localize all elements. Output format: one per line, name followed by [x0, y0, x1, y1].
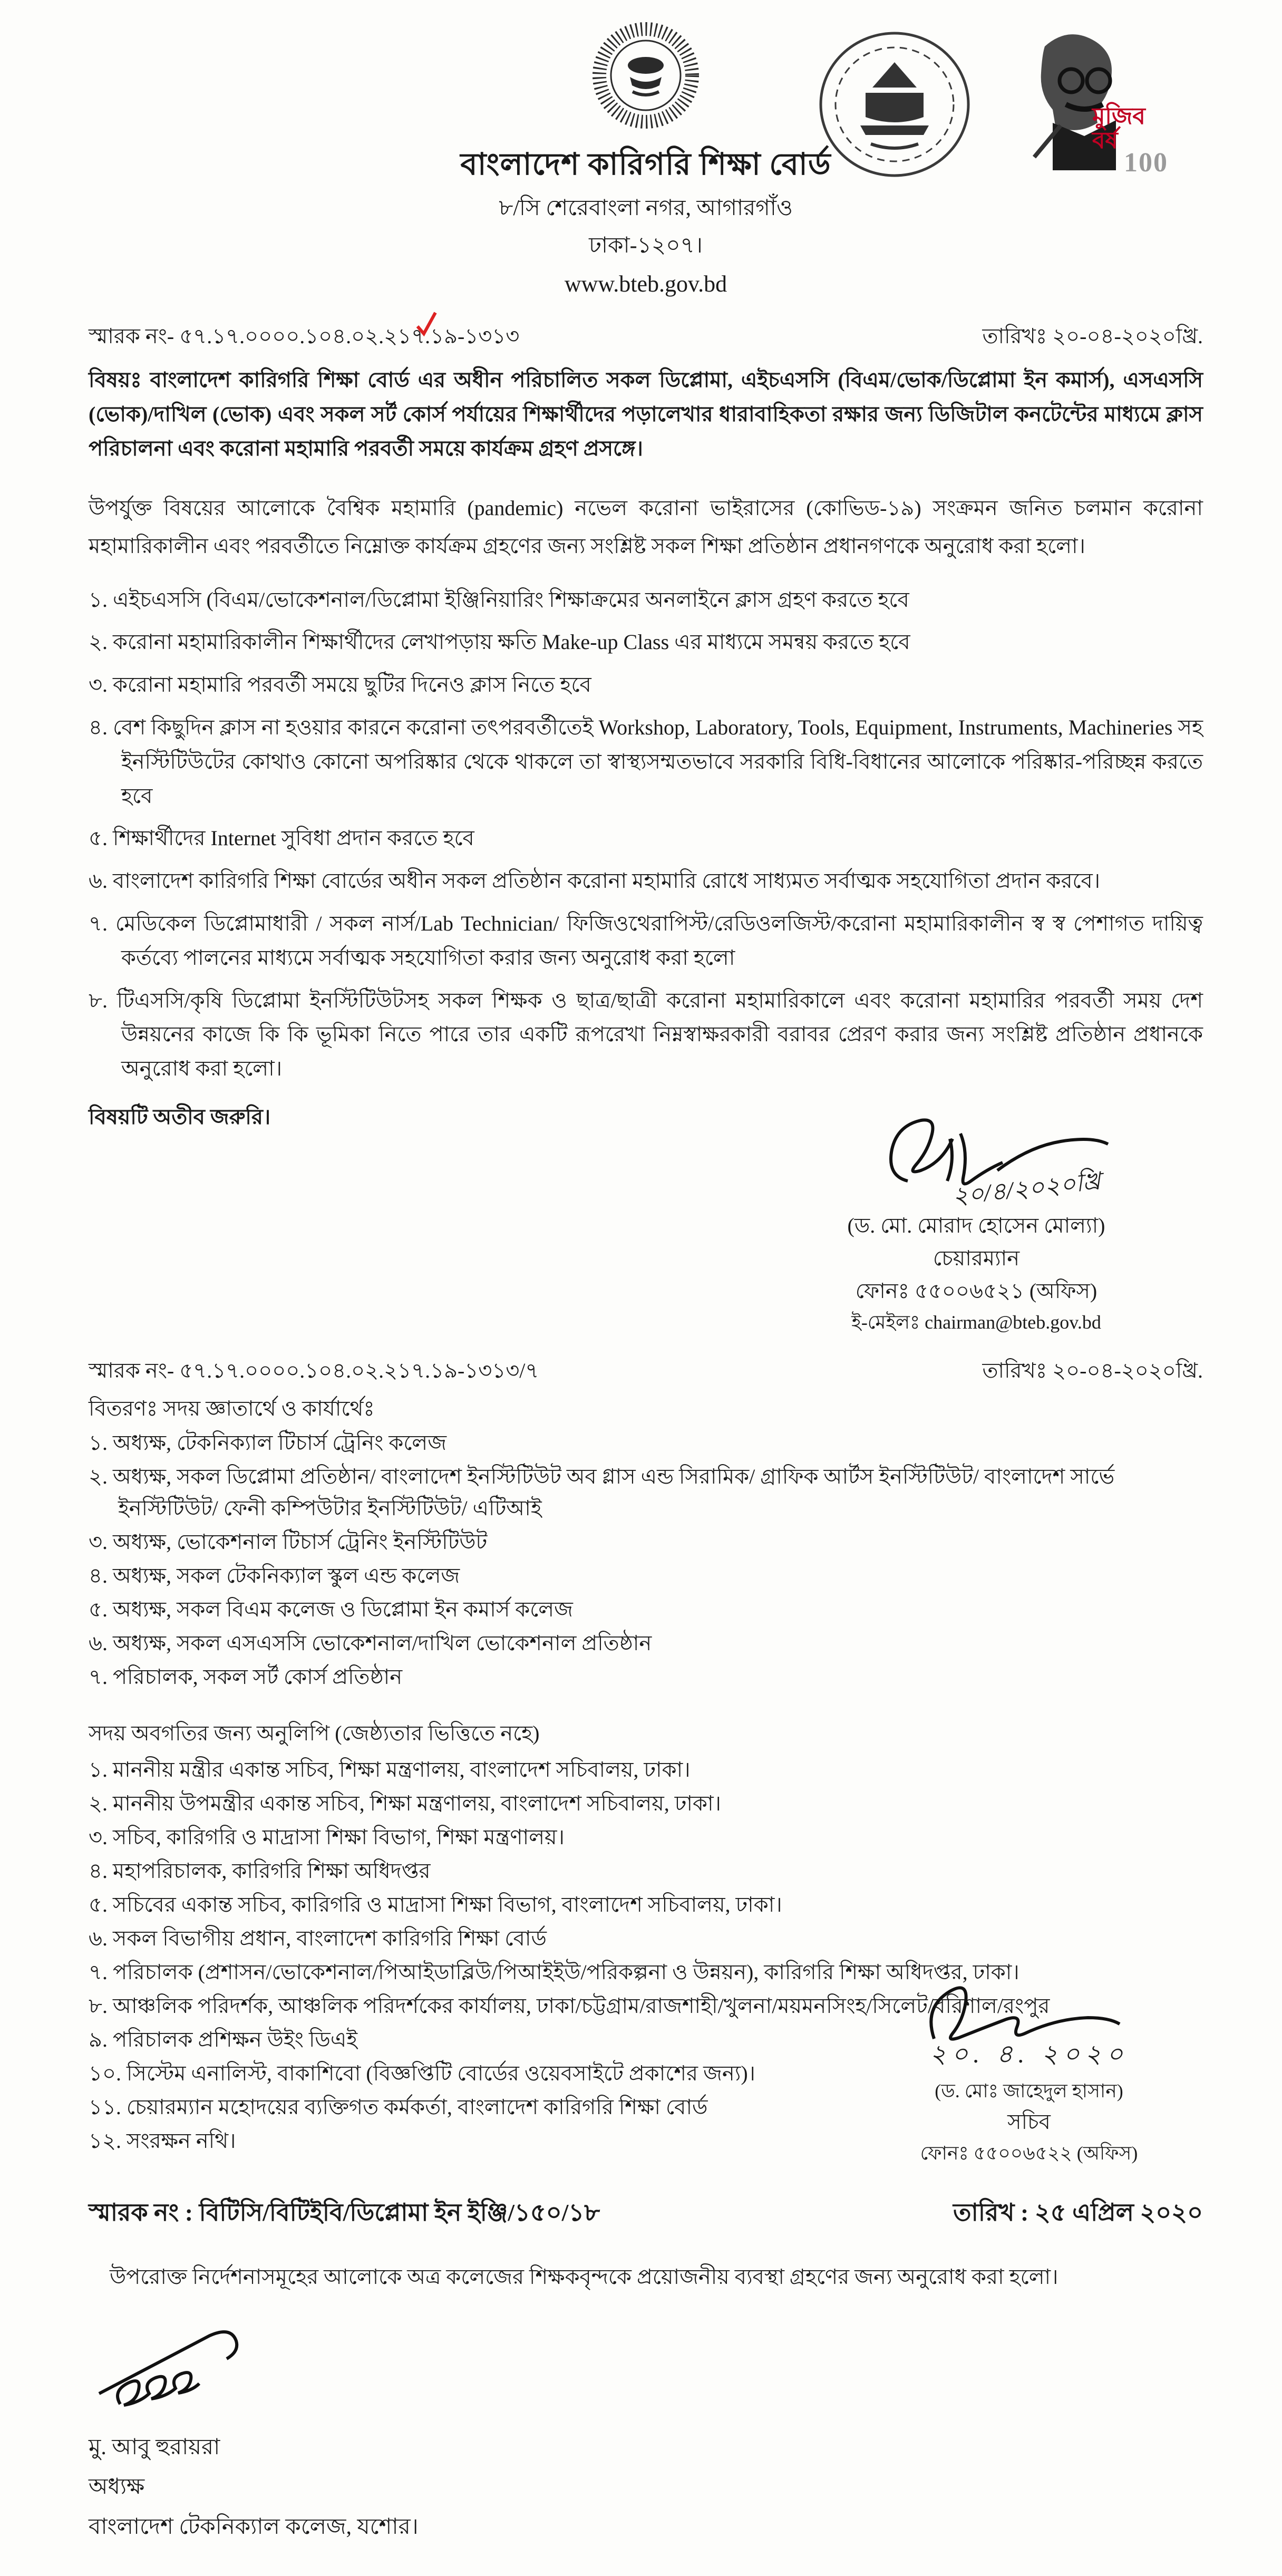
- memo1-date: তারিখঃ ২০-০৪-২০২০খ্রি.: [982, 324, 1203, 348]
- distribution-item: ২. অধ্যক্ষ, সকল ডিপ্লোমা প্রতিষ্ঠান/ বাংলাদেশ ইনস্টিটিউট অব গ্লাস এন্ড সিরামিক/ গ্রাফিক আর্টস ইনস্টিটিউট/ বাংলাদেশ সার্ভে ইনস্টিটিউট/ ফেনী কম্পিউটার ইনস্টিটিউট/ এটিআই: [89, 1465, 1115, 1521]
- directive-item: ৩. করোনা মহামারি পরবর্তী সময়ে ছুটির দিনেও ক্লাস নিতে হবে: [89, 673, 591, 697]
- org-address-line1: ৮/সি শেরেবাংলা নগর, আগারগাঁও: [499, 196, 793, 220]
- memo2-date: তারিখঃ ২০-০৪-২০২০খ্রি.: [982, 1359, 1203, 1383]
- cc-item: ১. মাননীয় মন্ত্রীর একান্ত সচিব, শিক্ষা মন্ত্রণালয়, বাংলাদেশ সচিবালয়, ঢাকা।: [89, 1758, 691, 1782]
- cc-item: ৬. সকল বিভাগীয় প্রধান, বাংলাদেশ কারিগরি শিক্ষা বোর্ড: [89, 1926, 547, 1951]
- memo-row-2: [89, 1354, 1203, 1387]
- header-right-logos: [808, 25, 1171, 189]
- directive-item: ৫. শিক্ষার্থীদের Internet সুবিধা প্রদান করতে হবে: [89, 826, 474, 850]
- distribution-item: ৭. পরিচালক, সকল সর্ট কোর্স প্রতিষ্ঠান: [89, 1665, 403, 1689]
- cc-item: ৯. পরিচালক প্রশিক্ষন উইং ডিএই: [89, 2028, 358, 2052]
- chairman-title: চেয়ারম্যান: [933, 1246, 1020, 1271]
- cc-item: ১২. সংরক্ষন নথি।: [89, 2129, 236, 2153]
- cc-item: ৮. আঞ্চলিক পরিদর্শক, আঞ্চলিক পরিদর্শকের কার্যালয়, ঢাকা/চট্টগ্রাম/রাজশাহী/খুলনা/ময়মনসিংহ/সিলেট/বরিশাল/রংপুর: [89, 1994, 1050, 2018]
- directive-list: [89, 583, 1203, 1086]
- secretary-signature-block: [860, 1965, 1198, 2167]
- mujib100-logo: [1013, 25, 1171, 178]
- directive-item: ৭. মেডিকেল ডিপ্লোমাধারী / সকল নার্স/Lab Technician/ ফিজিওথেরাপিস্ট/রেডিওলজিস্ট/করোনা মহামারিকালীন স্ব স্ব পেশাগত দায়িত্ব কর্তব্যে পালনের মাধ্যমে সর্বাত্মক সহযোগিতা করার জন্য অনুরোধ করা হলো: [89, 912, 1203, 970]
- directive-item: ২. করোনা মহামারিকালীন শিক্ষার্থীদের লেখাপড়ায় ক্ষতি Make-up Class এর মাধ্যমে সমন্বয় করতে হবে: [89, 630, 910, 654]
- cc-item: ৫. সচিবের একান্ত সচিব, কারিগরি ও মাদ্রাসা শিক্ষা বিভাগ, বাংলাদেশ সচিবালয়, ঢাকা।: [89, 1893, 782, 1917]
- cc-item: ৭. পরিচালক (প্রশাসন/ভোকেশনাল/পিআইডাব্লিউ/পিআইইউ/পরিকল্পনা ও উন্নয়ন), কারিগরি শিক্ষা অধিদপ্তর, ঢাকা।: [89, 1960, 1019, 1984]
- cc-item: ৩. সচিব, কারিগরি ও মাদ্রাসা শিক্ষা বিভাগ, শিক্ষা মন্ত্রণালয়।: [89, 1825, 565, 1849]
- secretary-handwritten-date: ২০. ৪. ২০২০: [929, 2040, 1129, 2069]
- chairman-phone: ফোনঃ ৫৫০০৬৫২১ (অফিস): [855, 1279, 1098, 1303]
- org-website: www.bteb.gov.bd: [564, 271, 727, 297]
- mujib-label: [1092, 104, 1168, 178]
- bteb-starburst-logo: [580, 15, 712, 139]
- distribution-item: ১. অধ্যক্ষ, টেকনিক্যাল টিচার্স ট্রেনিং কলেজ: [89, 1431, 446, 1455]
- secretary-title: সচিব: [1007, 2110, 1051, 2134]
- directive-item: ১. এইচএসসি (বিএম/ভোকেশনাল/ডিপ্লোমা ইঞ্জিনিয়ারিং শিক্ষাক্রমের অনলাইনে ক্লাস গ্রহণ করতে হবে: [89, 587, 909, 612]
- cc-section: [89, 1717, 1203, 2164]
- org-address-line2: ঢাকা-১২০৭।: [589, 233, 703, 258]
- memo2-number: স্মারক নং- ৫৭.১৭.০০০০.১০৪.০২.২১৭.১৯-১৩১৩/৭: [89, 1359, 539, 1383]
- principal-signature: [89, 2314, 310, 2425]
- intro-paragraph: উপর্যুক্ত বিষয়ের আলোকে বৈশ্বিক মহামারি (pandemic) নভেল করোনা ভাইরাসের (কোভিড-১৯) সংক্রমন জনিত চলমান করোনা মহামারিকালীন এবং পরবর্তীতে নিম্নোক্ত কার্যক্রম গ্রহণের জন্য সংশ্লিষ্ট সকল শিক্ষা প্রতিষ্ঠান প্রধানগণকে অনুরোধ করা হলো।: [89, 496, 1203, 558]
- secretary-name: (ড. মোঃ জাহেদুল হাসান): [935, 2080, 1123, 2102]
- letterhead: [89, 15, 1203, 302]
- principal-name: মু. আবু হুরায়রা: [89, 2435, 220, 2460]
- directive-item: ৬. বাংলাদেশ কারিগরি শিক্ষা বোর্ডের অধীন সকল প্রতিষ্ঠান করোনা মহামারি রোধে সাধ্যমত সর্বাত্মক সহযোগিতা প্রদান করবে।: [89, 869, 1101, 893]
- distribution-heading: বিতরণঃ সদয় জ্ঞাতার্থে ও কার্যার্থেঃ: [89, 1397, 375, 1421]
- distribution-item: ৬. অধ্যক্ষ, সকল এসএসসি ভোকেশনাল/দাখিল ভোকেশনাল প্রতিষ্ঠান: [89, 1631, 652, 1655]
- mujib-word1: মুজিব: [1092, 103, 1145, 129]
- org-name: বাংলাদেশ কারিগরি শিক্ষা বোর্ড: [460, 147, 831, 181]
- principal-title: অধ্যক্ষ: [89, 2475, 145, 2500]
- directive-item: ৪. বেশ কিছুদিন ক্লাস না হওয়ার কারনে করোনা তৎপরবর্তীতেই Workshop, Laboratory, Tools, Equipment, Instruments, Machineries সহ ইনস্টিটিউটের কোথাও কোনো অপরিষ্কার থেকে থাকলে তা স্বাস্থ্যসম্মতভাবে সরকারি বিধি-বিধানের আলোকে পরিষ্কার-পরিচ্ছন্ন করতে হবে: [89, 715, 1203, 808]
- secretary-phone: ফোনঃ ৫৫০০৬৫২২ (অফিস): [920, 2143, 1138, 2164]
- distribution-item: ৫. অধ্যক্ষ, সকল বিএম কলেজ ও ডিপ্লোমা ইন কমার্স কলেজ: [89, 1597, 573, 1622]
- chairman-handwritten-date: ২০/৪/২০২০খ্রি: [950, 1167, 1102, 1210]
- distribution-list: [89, 1427, 1203, 1693]
- memo3-number: স্মারক নং : বিটিসি/বিটিইবি/ডিপ্লোমা ইন ইঞ্জি/১৫০/১৮: [89, 2199, 600, 2226]
- subject-paragraph: বিষয়ঃ বাংলাদেশ কারিগরি শিক্ষা বোর্ড এর অধীন পরিচালিত সকল ডিপ্লোমা, এইচএসসি (বিএম/ভোক/ডিপ্লোমা ইন কমার্স), এসএসসি (ভোক)/দাখিল (ভোক) এবং সকল সর্ট কোর্স পর্যায়ের শিক্ষার্থীদের পড়ালেখার ধারাবাহিকতা রক্ষার জন্য ডিজিটাল কনটেন্টের মাধ্যমে ক্লাস পরিচালনা এবং করোনা মহামারি পরবর্তী সময়ে কার্যক্রম গ্রহণ প্রসঙ্গে।: [89, 368, 1203, 460]
- memo1-number: স্মারক নং- ৫৭.১৭.০০০০.১০৪.০২.২১৭.১৯-১৩১৩: [89, 324, 520, 348]
- chairman-email: chairman@bteb.gov.bd: [925, 1312, 1101, 1333]
- board-seal-logo: [808, 25, 982, 189]
- distribution-item: ৪. অধ্যক্ষ, সকল টেকনিক্যাল স্কুল এন্ড কলেজ: [89, 1564, 460, 1588]
- memo3-date: তারিখ : ২৫ এপ্রিল ২০২০: [953, 2199, 1203, 2226]
- cc-item: ১১. চেয়ারম্যান মহোদয়ের ব্যক্তিগত কর্মকর্তা, বাংলাদেশ কারিগরি শিক্ষা বোর্ড: [89, 2095, 708, 2119]
- principal-institute: বাংলাদেশ টেকনিক্যাল কলেজ, যশোর।: [89, 2514, 419, 2539]
- urgency-note: বিষয়টি অতীব জরুরি।: [89, 1105, 271, 1129]
- cc-item: ৪. মহাপরিচালক, কারিগরি শিক্ষা অধিদপ্তর: [89, 1859, 431, 1883]
- chairman-email-row: [851, 1308, 1101, 1337]
- mujib-100: 100: [1124, 148, 1168, 178]
- red-tick-mark: [410, 306, 442, 338]
- memo-row-1: [89, 320, 1203, 353]
- principal-signature-block: [89, 2314, 1203, 2544]
- email-label: ই-মেইলঃ: [851, 1312, 920, 1333]
- mujib-word2: বর্ষ: [1092, 128, 1118, 154]
- chairman-name: (ড. মো. মোরাদ হোসেন মোল্যা): [847, 1214, 1105, 1238]
- cc-heading: সদয় অবগতির জন্য অনুলিপি (জেষ্ঠ্যতার ভিত্তিতে নহে): [89, 1721, 540, 1746]
- cc-item: ২. মাননীয় উপমন্ত্রীর একান্ত সচিব, শিক্ষা মন্ত্রণালয়, বাংলাদেশ সচিবালয়, ঢাকা।: [89, 1791, 721, 1816]
- forwarding-note: উপরোক্ত নির্দেশনাসমূহের আলোকে অত্র কলেজের শিক্ষকবৃন্দকে প্রয়োজনীয় ব্যবস্থা গ্রহণের জন্য অনুরোধ করা হলো।: [110, 2265, 1058, 2289]
- distribution-item: ৩. অধ্যক্ষ, ভোকেশনাল টিচার্স ট্রেনিং ইনস্টিটিউট: [89, 1530, 488, 1554]
- memo-row-3: [89, 2194, 1203, 2231]
- cc-item: ১০. সিস্টেম এনালিস্ট, বাকাশিবো (বিজ্ঞপ্তিটি বোর্ডের ওয়েবসাইটে প্রকাশের জন্য)।: [89, 2061, 755, 2086]
- chairman-signature-block: [771, 1102, 1182, 1337]
- directive-item: ৮. টিএসসি/কৃষি ডিপ্লোমা ইনস্টিটিউটসহ সকল শিক্ষক ও ছাত্র/ছাত্রী করোনা মহামারিকালে এবং করোনা মহামারির পরবর্তী সময় দেশ উন্নয়নের কাজে কি কি ভূমিকা নিতে পারে তার একটি রূপরেখা নিম্নস্বাক্ষরকারী বরাবর প্রেরণ করার জন্য সংশ্লিষ্ট প্রতিষ্ঠান প্রধানকে অনুরোধ করা হলো।: [89, 988, 1203, 1081]
